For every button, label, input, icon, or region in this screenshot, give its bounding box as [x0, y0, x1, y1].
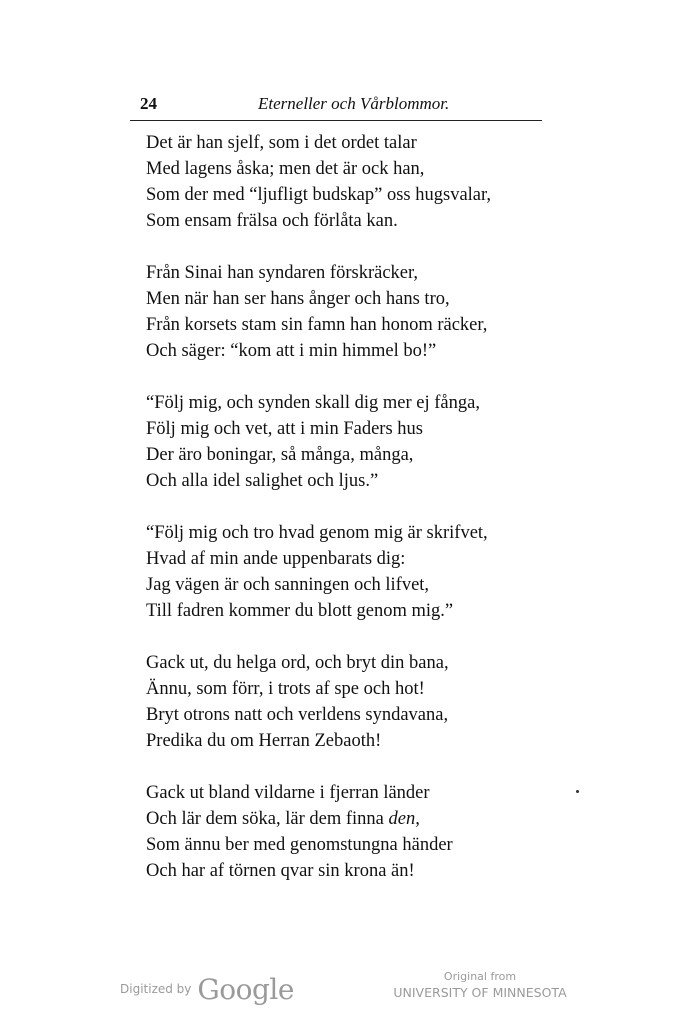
poem-line: Men när han ser hans ånger och hans tro, — [146, 289, 450, 309]
stanza-3 — [146, 390, 566, 494]
poem-line: Med lagens åska; men det är ock han, — [146, 159, 425, 179]
poem-line: “Följ mig, och synden skall dig mer ej fånga, — [146, 393, 480, 413]
margin-dot — [576, 790, 579, 793]
origin-watermark — [390, 969, 570, 1001]
poem-line: Gack ut bland vildarne i fjerran länder — [146, 783, 430, 803]
header-rule — [130, 120, 542, 121]
poem-line: Jag vägen är och sanningen och lifvet, — [146, 575, 430, 595]
poem-line: Och säger: “kom att i min himmel bo!” — [146, 341, 437, 361]
poem-line: Och har af törnen qvar sin krona än! — [146, 861, 415, 881]
poem-line: Der äro boningar, så många, många, — [146, 445, 414, 465]
poem-line: Till fadren kommer du blott genom mig.” — [146, 601, 454, 621]
poem-body — [146, 130, 566, 910]
poem-line — [146, 806, 566, 832]
poem-line: Som ännu ber med genomstungna händer — [146, 835, 453, 855]
poem-line: Och alla idel salighet och ljus.” — [146, 471, 379, 491]
poem-line: Bryt otrons natt och verldens syndavana, — [146, 705, 449, 725]
stanza-1 — [146, 130, 566, 234]
digitized-by-label: Digitized by — [120, 982, 192, 996]
poem-line-text: Och lär dem söka, lär dem finna — [146, 809, 384, 829]
poem-line: Gack ut, du helga ord, och bryt din bana, — [146, 653, 449, 673]
poem-line: Som ensam frälsa och förlåta kan. — [146, 211, 398, 231]
poem-line: Från Sinai han syndaren förskräcker, — [146, 263, 419, 283]
poem-line: Predika du om Herran Zebaoth! — [146, 731, 382, 751]
poem-line: Från korsets stam sin famn han honom räcker, — [146, 315, 488, 335]
stanza-2 — [146, 260, 566, 364]
page-header — [140, 94, 540, 116]
digitized-by-watermark — [120, 974, 294, 1004]
stanza-6 — [146, 780, 566, 884]
poem-line: Hvad af min ande uppenbarats dig: — [146, 549, 406, 569]
poem-line: Det är han sjelf, som i det ordet talar — [146, 133, 417, 153]
running-title: Eterneller och Vårblommor. — [258, 94, 450, 113]
stanza-4 — [146, 520, 566, 624]
poem-line: Följ mig och vet, att i min Faders hus — [146, 419, 423, 439]
original-from-label: Original from — [443, 970, 517, 983]
page-number: 24 — [140, 94, 157, 113]
institution-name: UNIVERSITY OF MINNESOTA — [393, 985, 567, 1000]
poem-line: “Följ mig och tro hvad genom mig är skrifvet, — [146, 523, 488, 543]
poem-line-italic-word: den, — [388, 809, 420, 829]
stanza-5 — [146, 650, 566, 754]
poem-line: Ännu, som förr, i trots af spe och hot! — [146, 679, 425, 699]
poem-line: Som der med “ljufligt budskap” oss hugsvalar, — [146, 185, 492, 205]
google-logo: Google — [197, 972, 294, 1006]
